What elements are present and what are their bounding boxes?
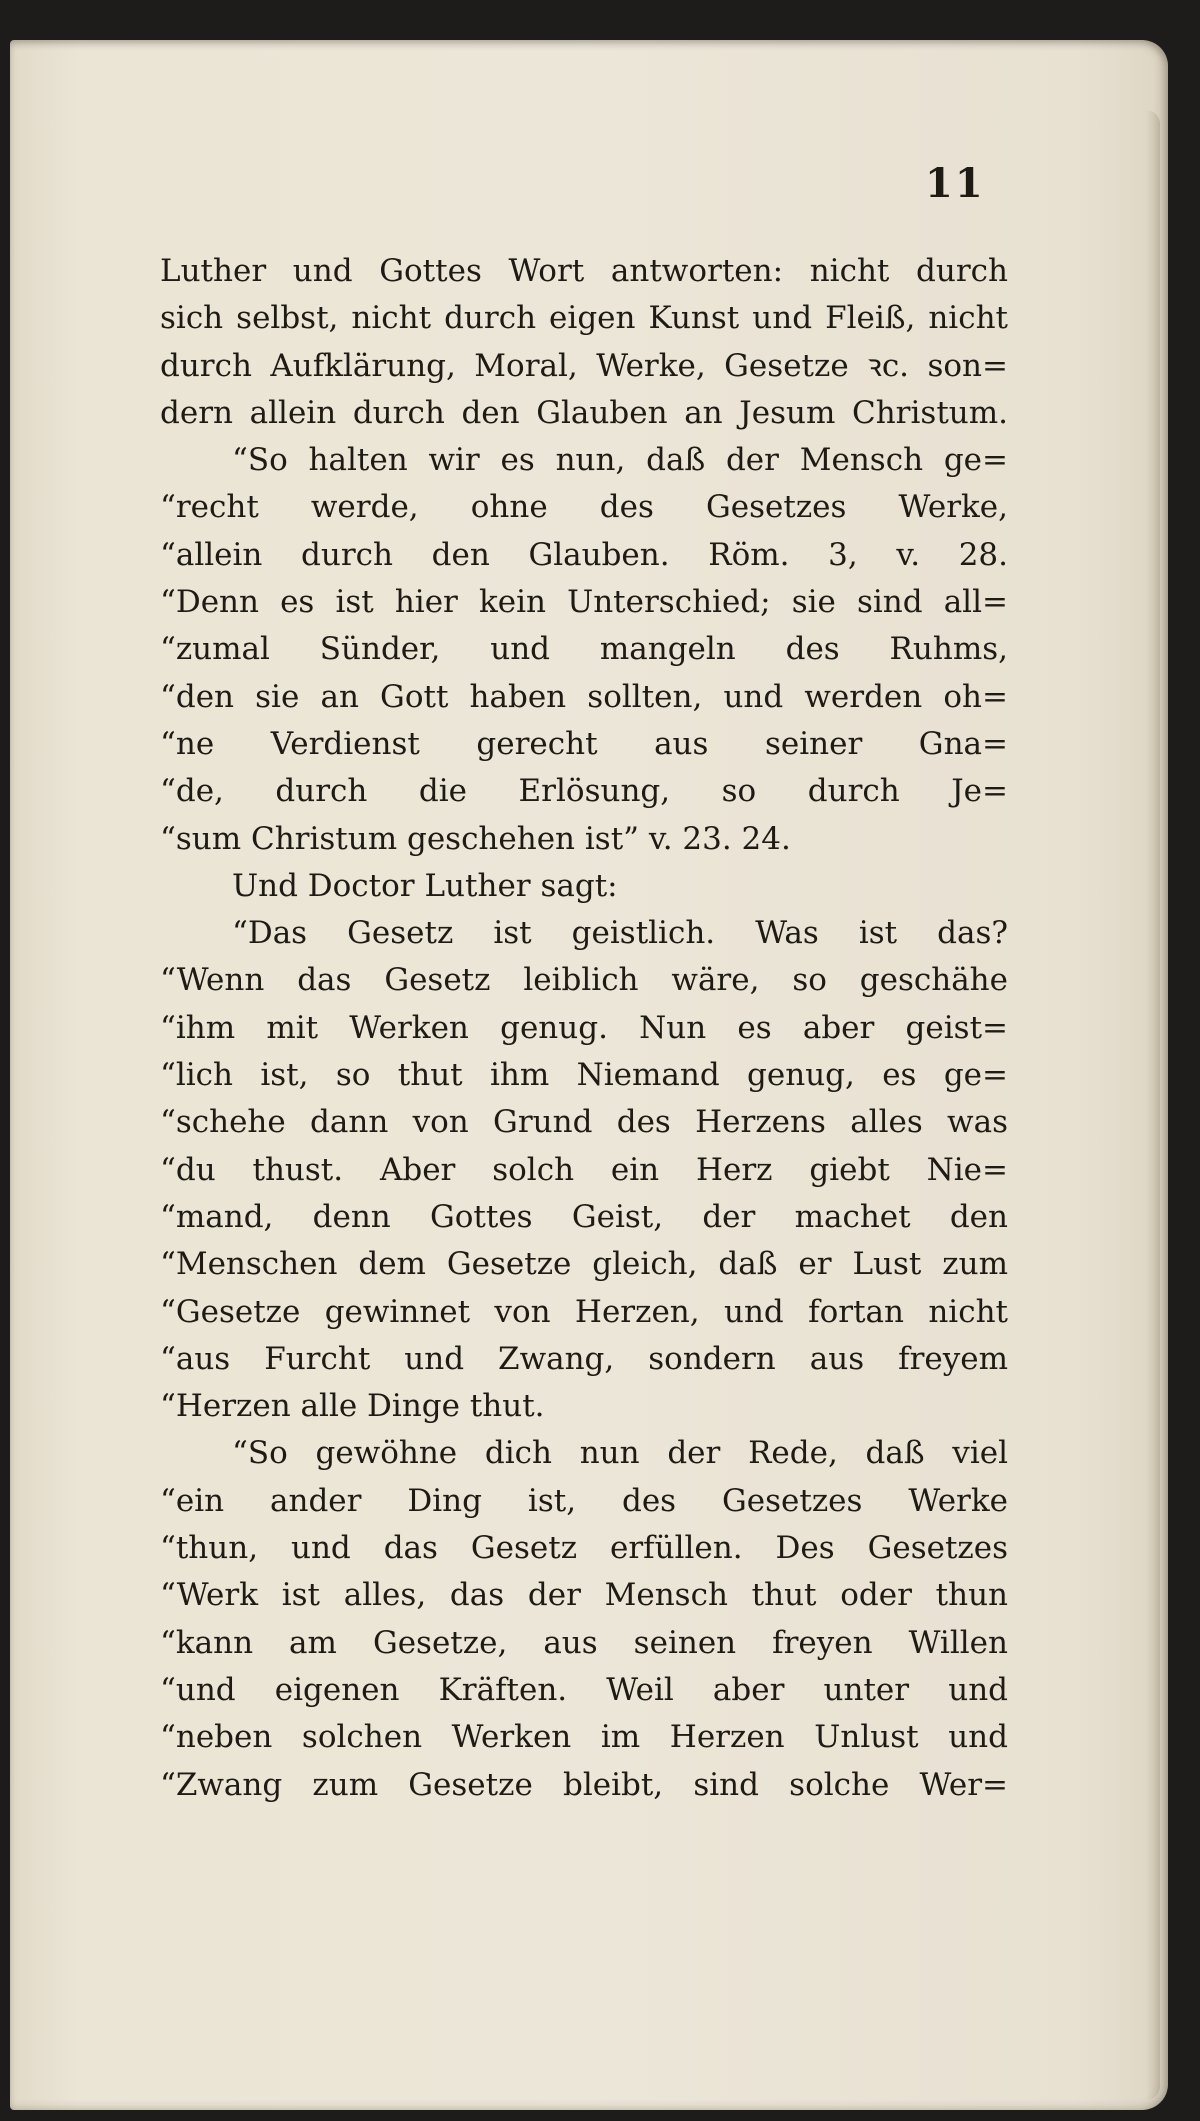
text-line: “zumal Sünder, und mangeln des Ruhms, bbox=[160, 631, 1008, 668]
body-text bbox=[160, 248, 1008, 1809]
text-line: “So halten wir es nun, daß der Mensch ge= bbox=[232, 442, 1008, 479]
text-line: Luther und Gottes Wort antworten: nicht durch bbox=[160, 253, 1008, 289]
text-line: “ein ander Ding ist, des Gesetzes Werke bbox=[160, 1482, 1008, 1519]
text-line: “neben solchen Werken im Herzen Unlust und bbox=[160, 1719, 1008, 1756]
text-line: “Zwang zum Gesetze bleibt, sind solche Wer= bbox=[160, 1766, 1008, 1803]
text-line: “ne Verdienst gerecht aus seiner Gna= bbox=[160, 725, 1008, 762]
text-line: “Denn es ist hier kein Unterschied; sie sind all= bbox=[160, 584, 1008, 621]
text-line: “schehe dann von Grund des Herzens alles was bbox=[160, 1104, 1008, 1141]
text-line: dern allein durch den Glauben an Jesum Christum. bbox=[160, 394, 1008, 431]
text-line: durch Aufklärung, Moral, Werke, Gesetze ꝛc. son= bbox=[160, 347, 1008, 384]
page-number: 11 bbox=[925, 160, 985, 207]
text-line: “den sie an Gott haben sollten, und werden oh= bbox=[160, 678, 1008, 715]
text-line: “ihm mit Werken genug. Nun es aber geist= bbox=[160, 1009, 1008, 1046]
text-line: “Das Gesetz ist geistlich. Was ist das? bbox=[232, 915, 1008, 952]
text-line: “So gewöhne dich nun der Rede, daß viel bbox=[232, 1435, 1008, 1472]
text-line: “Werk ist alles, das der Mensch thut oder thun bbox=[160, 1577, 1008, 1614]
text-line: Und Doctor Luther sagt: bbox=[232, 867, 618, 904]
text-line: “Gesetze gewinnet von Herzen, und fortan nicht bbox=[160, 1293, 1008, 1330]
text-line: “aus Furcht und Zwang, sondern aus freyem bbox=[160, 1340, 1008, 1377]
text-line: “thun, und das Gesetz erfüllen. Des Gesetzes bbox=[160, 1530, 1008, 1567]
page-edge-shadow bbox=[1146, 110, 1160, 2100]
text-line: “und eigenen Kräften. Weil aber unter und bbox=[160, 1671, 1008, 1708]
text-line: “mand, denn Gottes Geist, der machet den bbox=[160, 1198, 1008, 1235]
text-line: “du thust. Aber solch ein Herz giebt Nie= bbox=[160, 1151, 1008, 1188]
text-line: “Herzen alle Dinge thut. bbox=[160, 1388, 545, 1425]
text-line: “de, durch die Erlösung, so durch Je= bbox=[160, 773, 1008, 810]
text-line: “Menschen dem Gesetze gleich, daß er Lust zum bbox=[160, 1246, 1008, 1283]
text-line: sich selbst, nicht durch eigen Kunst und Fleiß, nicht bbox=[160, 300, 1008, 337]
text-line: “kann am Gesetze, aus seinen freyen Willen bbox=[160, 1624, 1008, 1661]
text-line: “Wenn das Gesetz leiblich wäre, so geschähe bbox=[160, 962, 1008, 999]
text-line: “sum Christum geschehen ist” v. 23. 24. bbox=[160, 820, 791, 857]
text-line: “lich ist, so thut ihm Niemand genug, es ge= bbox=[160, 1057, 1008, 1094]
text-line: “recht werde, ohne des Gesetzes Werke, bbox=[160, 489, 1008, 526]
text-line: “allein durch den Glauben. Röm. 3, v. 28. bbox=[160, 536, 1008, 573]
